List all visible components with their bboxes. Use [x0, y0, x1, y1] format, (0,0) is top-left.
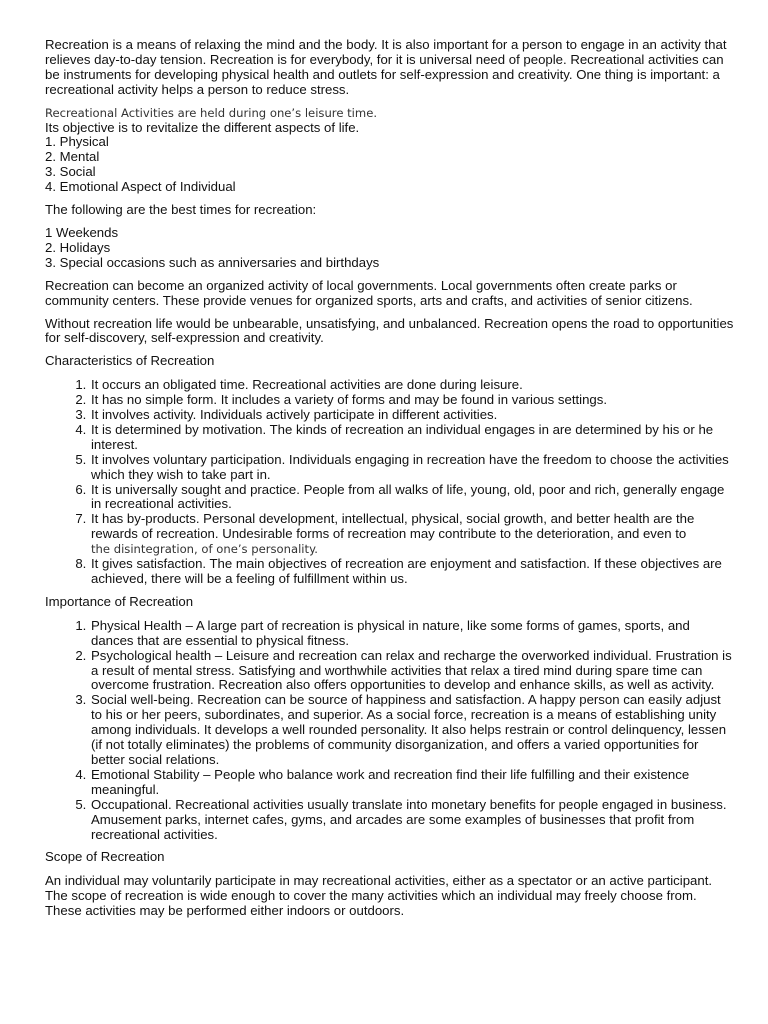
aspect-item: 2. Mental: [45, 149, 100, 165]
list-item: 8. It gives satisfaction. The main objectives of recreation are enjoyment and satisfaction. If these objectives are achieved, there will be a feeling of fulfillment within us.: [90, 557, 735, 587]
list-item: 2. Psychological health – Leisure and recreation can relax and recharge the overworked individual. Frustration is a result of mental stress. Satisfying and worthwhile activities that relax a tired mind during spare time can overcome frustration. Recreation also offers opportunities to develop and enhance skills, as well as activity.: [90, 649, 735, 694]
aspect-item: 3. Social: [45, 164, 96, 180]
list-item: 3. Social well-being. Recreation can be source of happiness and satisfaction. A happy person can easily adjust to his or her peers, subordinates, and superior. As a social force, recreation is a means of establishing unity among individuals. It develops a well rounded personality. It also helps restrain or control delinquency, lessen (if not totally eliminates) the problems of community disorganization, and offers a varied opportunities for better social relations.: [90, 693, 735, 768]
scope-paragraph: An individual may voluntarily participate in may recreational activities, either as a spectator or an active participant. The scope of recreation is wide enough to cover the many activities which an individual may freely choose from. These activities may be performed either indoors or outdoors.: [45, 873, 713, 919]
list-item: 4. It is determined by motivation. The kinds of recreation an individual engages in are determined by his or he interest.: [90, 423, 735, 453]
aspect-item: 4. Emotional Aspect of Individual: [45, 179, 236, 195]
intro-paragraph: Recreation is a means of relaxing the mind and the body. It is also important for a person to engage in an activity that relieves day-to-day tension. Recreation is for everybody, for it is universal need of people. Recreational activities can be instruments for developing physical health and outlets for self-expression and creativity. One thing is important: a recreational activity helps a person to reduce stress.: [45, 37, 727, 97]
list-item: 2. It has no simple form. It includes a variety of forms and may be found in various settings.: [90, 393, 735, 408]
best-time-item: 1 Weekends: [45, 224, 119, 240]
aspect-item: 1. Physical: [45, 134, 109, 150]
list-item: 6. It is universally sought and practice. People from all walks of life, young, old, poor and rich, generally engage in recreational activities.: [90, 483, 735, 513]
list-item: 5. It involves voluntary participation. Individuals engaging in recreation have the freedom to choose the activities which they wish to take part in.: [90, 453, 735, 483]
best-time-item: 2. Holidays: [45, 239, 111, 255]
best-times-list: [45, 226, 735, 271]
best-time-item: 3. Special occasions such as anniversaries and birthdays: [45, 254, 380, 270]
list-item: 5. Occupational. Recreational activities usually translate into monetary benefits for people engaged in business. Amusement parks, internet cafes, gyms, and arcades are some examples of businesses that profit from recreational activities.: [90, 798, 735, 843]
without-recreation-paragraph: Without recreation life would be unbearable, unsatisfying, and unbalanced. Recreation opens the road to opportunities for self-discovery, self-expression and creativity.: [45, 315, 734, 346]
local-government-paragraph: Recreation can become an organized activity of local governments. Local governments often create parks or community centers. These provide venues for organized sports, arts and crafts, and activities of senior citizens.: [45, 277, 693, 308]
list-item: [90, 512, 735, 557]
document-page: [45, 38, 735, 927]
list-item-text: It has by-products. Personal development, intellectual, physical, social growth, and better health are the rewards of recreation. Undesirable forms of recreation may contribute to the deterioration, and even to: [91, 511, 695, 542]
scope-heading: Scope of Recreation: [45, 849, 165, 865]
characteristics-list: [45, 378, 735, 587]
list-item: 1. Physical Health – A large part of recreation is physical in nature, like some forms of games, sports, and dances that are essential to physical fitness.: [90, 619, 735, 649]
leisure-line: Recreational Activities are held during one’s leisure time.: [45, 105, 378, 120]
best-times-intro: The following are the best times for recreation:: [45, 202, 317, 218]
importance-heading: Importance of Recreation: [45, 593, 194, 609]
leisure-section: [45, 106, 735, 195]
list-item: 3. It involves activity. Individuals actively participate in different activities.: [90, 408, 735, 423]
list-item: 1. It occurs an obligated time. Recreational activities are done during leisure.: [90, 378, 735, 393]
objective-line: Its objective is to revitalize the different aspects of life.: [45, 119, 360, 135]
importance-list: [45, 619, 735, 843]
characteristics-heading: Characteristics of Recreation: [45, 353, 215, 369]
list-item-tail: the disintegration, of one’s personality.: [91, 542, 318, 557]
list-item: 4. Emotional Stability – People who balance work and recreation find their life fulfilling and their existence meaningful.: [90, 768, 735, 798]
